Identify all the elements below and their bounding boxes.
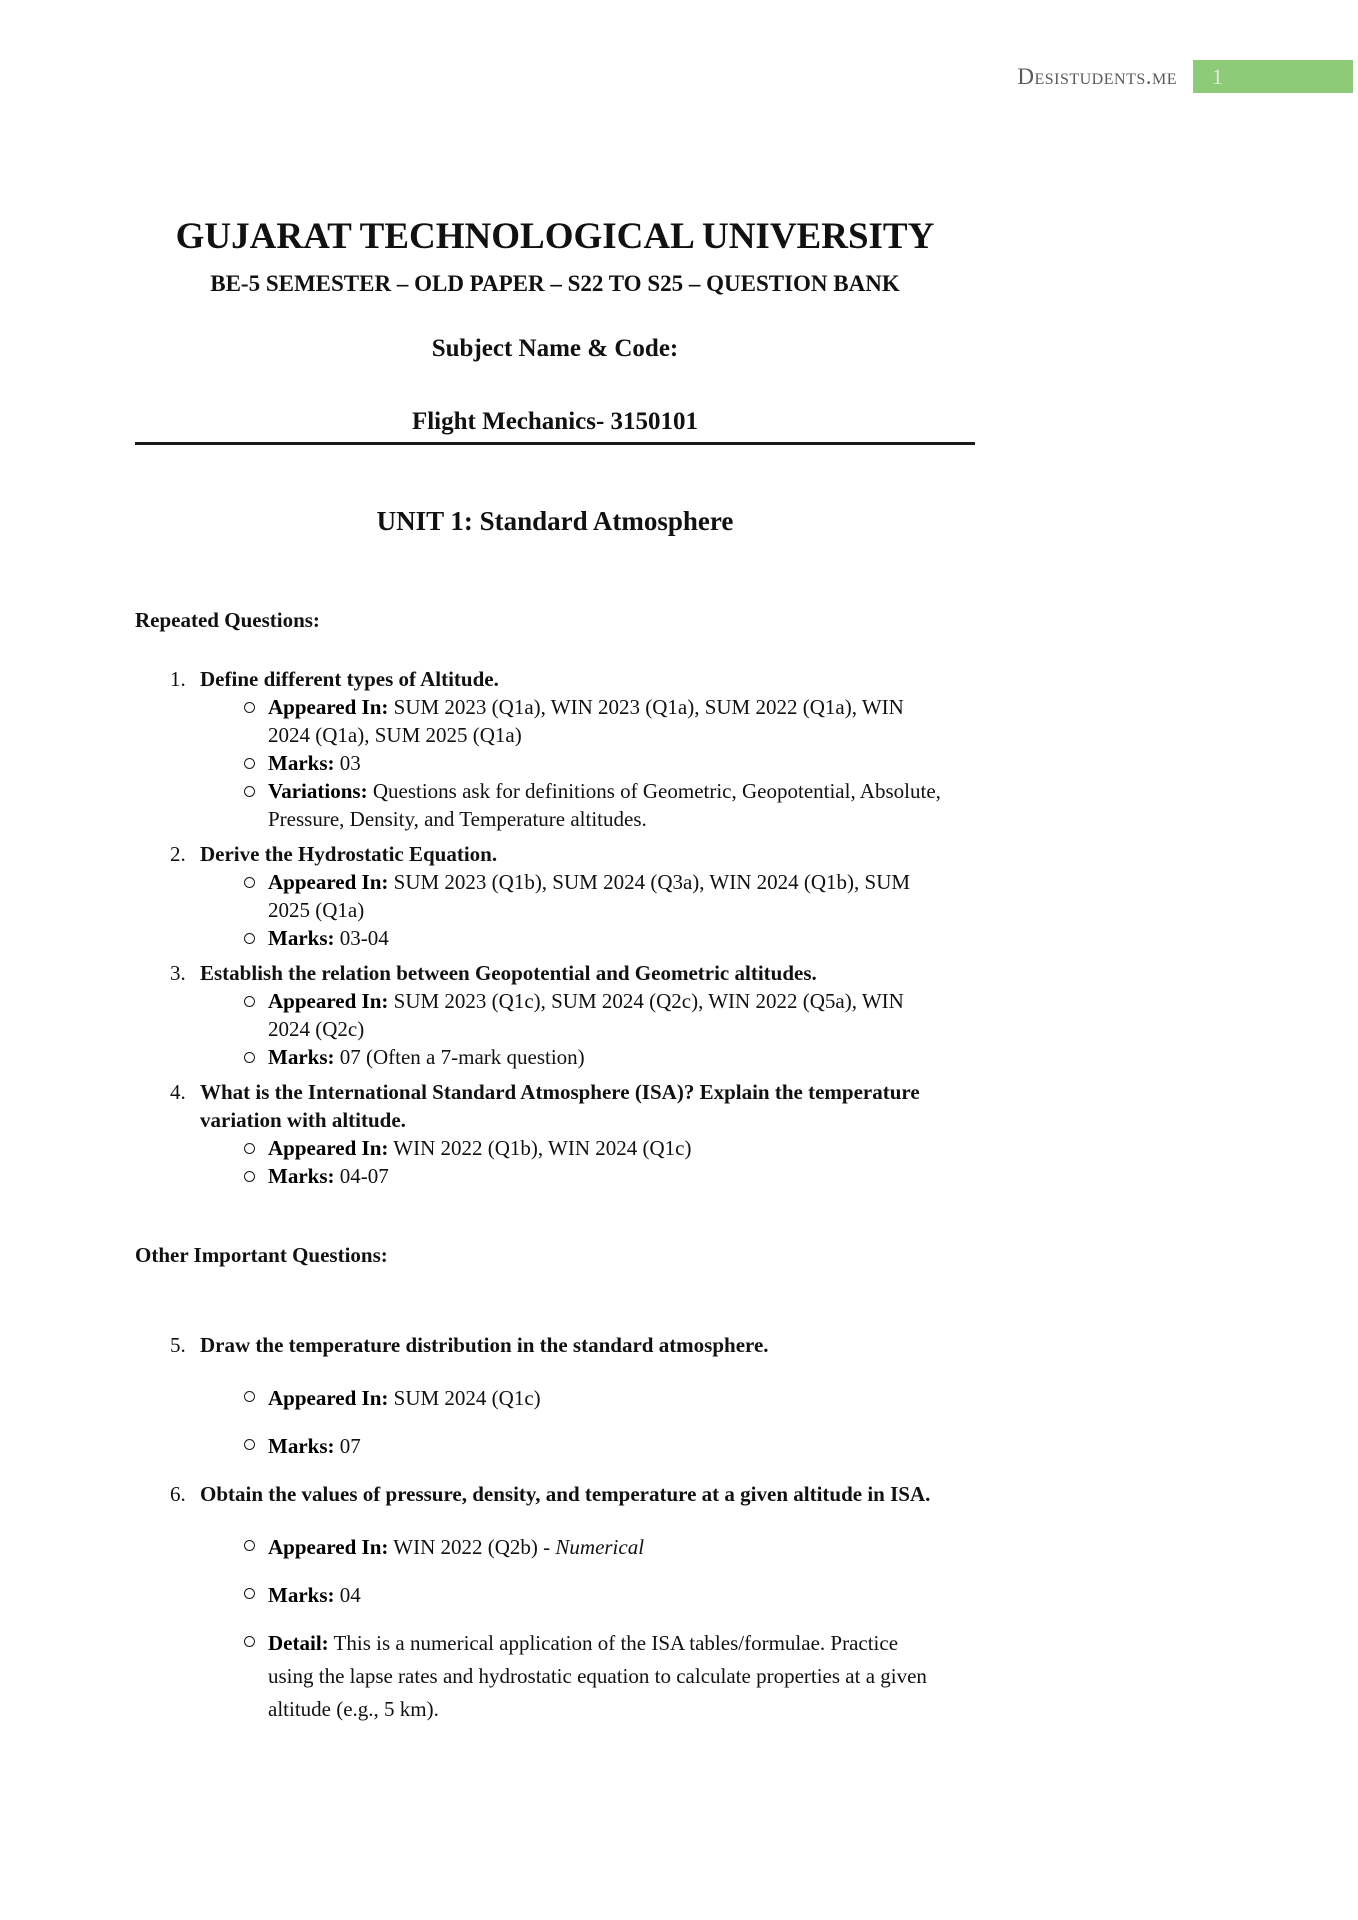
bullet-label: Appeared In: <box>268 1386 389 1410</box>
question-number: 6. <box>170 1482 186 1506</box>
question-title: Draw the temperature distribution in the standard atmosphere. <box>200 1333 769 1357</box>
unit-title: UNIT 1: Standard Atmosphere <box>376 506 734 536</box>
bullet-label: Marks: <box>268 1045 335 1069</box>
horizontal-rule <box>135 442 975 445</box>
bullet-text: WIN 2022 (Q1b), WIN 2024 (Q1c) <box>393 1136 692 1160</box>
question-bullet <box>200 868 947 924</box>
circle-bullet-icon <box>244 1636 255 1647</box>
bullet-text: WIN 2022 (Q2b) - <box>393 1535 551 1559</box>
circle-bullet-icon <box>244 702 255 713</box>
question-item <box>135 1078 947 1190</box>
question-bullet <box>200 749 947 777</box>
question-number: 5. <box>170 1333 186 1357</box>
section-heading-repeated-questions: Repeated Questions: <box>135 608 320 632</box>
bullet-label: Marks: <box>268 1434 335 1458</box>
bullet-label: Marks: <box>268 751 335 775</box>
bullet-text: This is a numerical application of the ISA tables/formulae. Practice using the lapse rates and hydrostatic equation to calculate properties at a given altitude (e.g., 5 km). <box>268 1631 927 1721</box>
bullet-text: SUM 2023 (Q1b), SUM 2024 (Q3a), WIN 2024 (Q1b), SUM 2025 (Q1a) <box>268 870 911 922</box>
bullet-label: Marks: <box>268 1583 335 1607</box>
bullet-label: Detail: <box>268 1631 329 1655</box>
bullet-label: Appeared In: <box>268 1535 389 1559</box>
question-number: 4. <box>170 1080 186 1104</box>
circle-bullet-icon <box>244 933 255 944</box>
question-bullet <box>200 1627 947 1726</box>
question-number: 1. <box>170 667 186 691</box>
bullet-label: Marks: <box>268 1164 335 1188</box>
question-title: Establish the relation between Geopotential and Geometric altitudes. <box>200 961 817 985</box>
bullet-text: 04-07 <box>339 1164 389 1188</box>
bullet-label: Appeared In: <box>268 989 389 1013</box>
page-number: 1 <box>1212 64 1223 89</box>
question-bullet <box>200 693 947 749</box>
bullet-text: 07 (Often a 7-mark question) <box>339 1045 585 1069</box>
circle-bullet-icon <box>244 877 255 888</box>
circle-bullet-icon <box>244 996 255 1007</box>
bullet-label: Appeared In: <box>268 870 389 894</box>
other-important-questions-list <box>135 1329 947 1741</box>
bullet-text: 03-04 <box>339 926 389 950</box>
site-name: Desistudents.me <box>1017 64 1177 89</box>
page-header <box>1017 60 1353 93</box>
question-bullet <box>200 924 947 952</box>
question-bullet <box>200 1134 947 1162</box>
question-item <box>135 1329 947 1478</box>
circle-bullet-icon <box>244 1391 255 1402</box>
question-item <box>135 840 947 952</box>
circle-bullet-icon <box>244 1052 255 1063</box>
question-item <box>135 959 947 1071</box>
question-title: Define different types of Altitude. <box>200 667 499 691</box>
question-bullet <box>200 1579 947 1612</box>
document-content <box>135 0 947 1741</box>
bullet-label: Variations: <box>268 779 368 803</box>
question-title: Obtain the values of pressure, density, and temperature at a given altitude in ISA. <box>200 1482 931 1506</box>
bullet-text: SUM 2023 (Q1c), SUM 2024 (Q2c), WIN 2022 (Q5a), WIN 2024 (Q2c) <box>268 989 904 1041</box>
bullet-text: 03 <box>339 751 361 775</box>
question-title: Derive the Hydrostatic Equation. <box>200 842 498 866</box>
question-bullet <box>200 1382 947 1415</box>
question-bullet <box>200 1043 947 1071</box>
bullet-text: Questions ask for definitions of Geometric, Geopotential, Absolute, Pressure, Density, and Temperature altitudes. <box>268 779 941 831</box>
circle-bullet-icon <box>244 1143 255 1154</box>
bullet-label: Appeared In: <box>268 1136 389 1160</box>
bullet-text: 07 <box>339 1434 361 1458</box>
bullet-label: Appeared In: <box>268 695 389 719</box>
question-item <box>135 1478 947 1741</box>
circle-bullet-icon <box>244 758 255 769</box>
bullet-text-italic: Numerical <box>555 1535 645 1559</box>
subject-label: Subject Name & Code: <box>431 335 679 362</box>
circle-bullet-icon <box>244 786 255 797</box>
question-title: What is the International Standard Atmosphere (ISA)? Explain the temperature variation with altitude. <box>200 1080 920 1132</box>
circle-bullet-icon <box>244 1588 255 1599</box>
bullet-text: 04 <box>339 1583 361 1607</box>
question-bullet <box>200 1430 947 1463</box>
section-heading-other-important-questions: Other Important Questions: <box>135 1243 388 1267</box>
circle-bullet-icon <box>244 1439 255 1450</box>
question-bullet <box>200 777 947 833</box>
document-subtitle: BE-5 SEMESTER – OLD PAPER – S22 TO S25 – QUESTION BANK <box>210 271 900 296</box>
question-item <box>135 665 947 833</box>
question-bullet <box>200 1531 947 1564</box>
bullet-label: Marks: <box>268 926 335 950</box>
question-bullet <box>200 1162 947 1190</box>
subject-name: Flight Mechanics- 3150101 <box>411 408 699 435</box>
circle-bullet-icon <box>244 1171 255 1182</box>
page-number-box <box>1193 60 1353 93</box>
document-title: GUJARAT TECHNOLOGICAL UNIVERSITY <box>175 216 935 257</box>
question-number: 3. <box>170 961 186 985</box>
question-bullet <box>200 987 947 1043</box>
bullet-text: SUM 2023 (Q1a), WIN 2023 (Q1a), SUM 2022 (Q1a), WIN 2024 (Q1a), SUM 2025 (Q1a) <box>268 695 904 747</box>
question-number: 2. <box>170 842 186 866</box>
bullet-text: SUM 2024 (Q1c) <box>393 1386 541 1410</box>
circle-bullet-icon <box>244 1540 255 1551</box>
repeated-questions-list <box>135 665 947 1190</box>
